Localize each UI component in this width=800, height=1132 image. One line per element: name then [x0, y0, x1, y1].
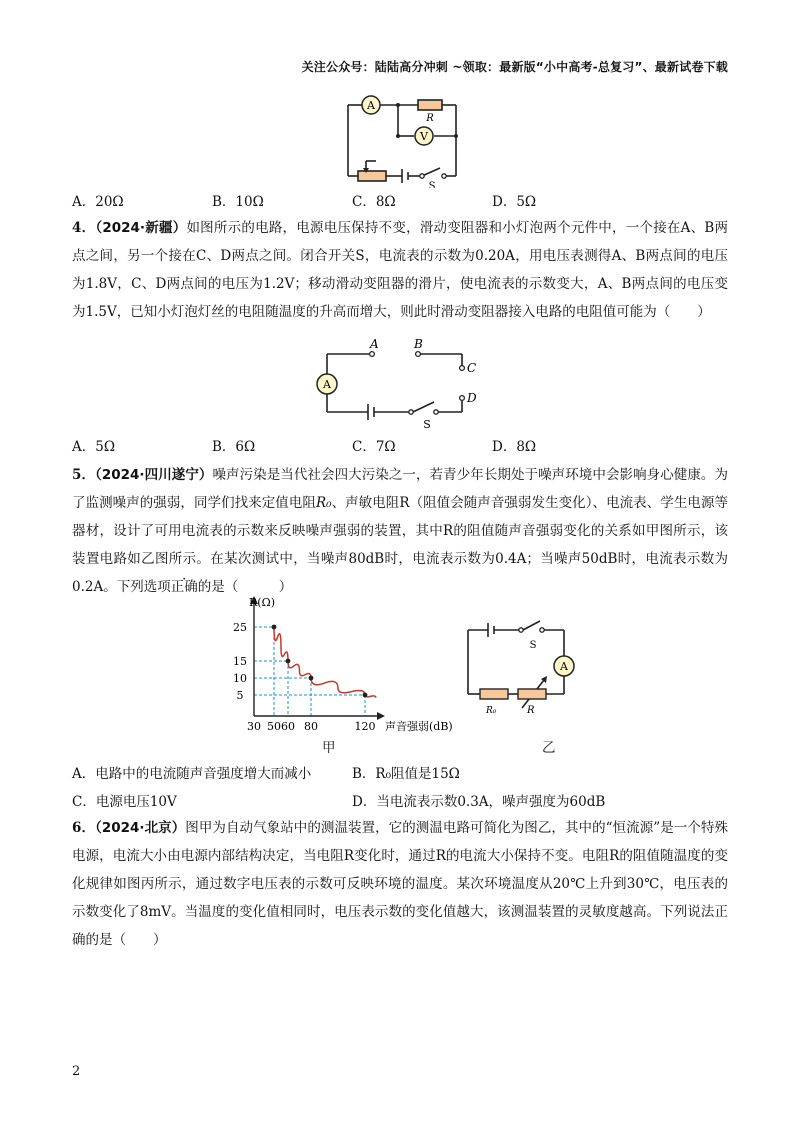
x-axis-arrow — [377, 712, 385, 720]
point-c-label: C — [467, 361, 477, 375]
q5-graph-jia — [226, 594, 466, 734]
q4-circuit-diagram — [310, 336, 490, 431]
q5-option-d: D．当电流表示数0.3A，噪声强度为60dB — [352, 794, 606, 810]
q3-option-a: A．20Ω — [72, 194, 124, 210]
q3-option-c: C．8Ω — [352, 194, 396, 210]
q6-question — [72, 814, 728, 954]
switch-label: S — [428, 181, 436, 188]
y-axis-label: R(Ω) — [249, 596, 275, 609]
point-a-label: A — [370, 337, 379, 351]
q5-circuit-yi — [462, 620, 592, 720]
switch-label: S — [529, 640, 537, 651]
q4-option-b: B．6Ω — [212, 439, 256, 455]
x-tick-50: 50 — [267, 720, 281, 733]
q5-option-b: B．R₀阻值是15Ω — [352, 766, 460, 782]
q6-source: （2024·北京） — [95, 820, 186, 836]
q6-text: 图甲为自动气象站中的测温装置，它的测温电路可简化为图乙，其中的“恒流源”是一个特殊电源，电流大小由电源内部结构决定，当电阻R变化时，通过R的电流大小保持不变。电阻R的阻值随温度的变化规律如图丙所示，通过数字电压表的示数可反映环境的温度。某次环境温度从20℃上升到30℃，电压表的示数变化了8mV。当温度的变化值相同时，电压表示数的变化值越大，该测温装置的灵敏度越高。下列说法正确的是（ ） — [72, 820, 728, 948]
q5-option-c: C．电源电压10V — [72, 794, 177, 810]
voltmeter-label: V — [420, 130, 428, 143]
q5-source: （2024·四川遂宁） — [95, 467, 213, 483]
q4-text: 如图所示的电路，电源电压保持不变，滑动变阻器和小灯泡两个元件中，一个接在A、B两点之间，另一个接在C、D两点之间。闭合开关S，电流表的示数为0.20A，用电压表测得A、B两点间的电压为1.8V，C、D两点间的电压为1.2V；移动滑动变阻器的滑片，使电流表的示数变大，A、B两点间的电压变为1.5V，已知小灯泡灯丝的电阻随温度的升高而增大，则此时滑动变阻器接入电路的电阻值可能为（ ） — [72, 220, 728, 320]
q3-option-b: B．10Ω — [212, 194, 264, 210]
r-label: R — [527, 705, 535, 716]
q5-number: 5． — [72, 467, 96, 483]
q5-text-a: 噪声污染是当代社会四大污染之一，若青少年长期处于噪声环境中会影响身心健康。为了监测噪声的强弱，同学们找来定值电阻 — [72, 467, 728, 511]
q5-question — [72, 461, 728, 601]
q4-number: 4． — [72, 220, 96, 236]
data-point-60 — [286, 659, 291, 664]
q5-r0: R₀ — [315, 495, 332, 511]
figure-yi-caption: 乙 — [542, 740, 556, 756]
x-tick-60: 60 — [281, 720, 295, 733]
point-d-label: D — [467, 391, 477, 405]
page-header: 关注公众号：陆陆高分冲刺 ~领取：最新版“小中高考-总复习”、最新试卷下载 — [301, 60, 728, 74]
y-tick-5: 5 — [236, 689, 244, 702]
data-point-50 — [272, 625, 277, 630]
q3-circuit-diagram — [340, 88, 465, 188]
x-tick-80: 80 — [304, 720, 318, 733]
q4-option-d: D．8Ω — [492, 439, 537, 455]
q4-option-c: C．7Ω — [352, 439, 396, 455]
data-point-80 — [309, 676, 314, 681]
ammeter-label: A — [560, 660, 568, 673]
q5-text-b: 、声敏电阻R（阻值会随声音强弱发生变化）、电流表、学生电源等器材，设计了可用电流表的示数来反映噪声强弱的装置，其中R的阻值随声音强弱变化的关系如甲图所示，该装置电路如乙图所示。在某次测试中，当噪声80dB时，电流表示数为0.4A；当噪声50dB时，电流表示数为0.2A。下列选项 — [72, 495, 728, 595]
y-tick-15: 15 — [233, 655, 247, 668]
q3-option-d: D．5Ω — [492, 194, 537, 210]
page-number: 2 — [72, 1064, 81, 1079]
x-axis-label: 声音强弱(dB) — [385, 720, 453, 733]
data-point-120 — [363, 693, 368, 698]
switch-label: S — [423, 418, 431, 431]
q4-option-a: A．5Ω — [72, 439, 116, 455]
x-tick-30: 30 — [247, 720, 261, 733]
q5-option-a: A．电路中的电流随声音强度增大而减小 — [72, 766, 312, 782]
q5-emphasis: 正确 — [170, 579, 198, 595]
point-b-label: B — [414, 337, 423, 351]
q5-text-c: 的是（ ） — [197, 579, 293, 595]
x-tick-120: 120 — [354, 720, 376, 733]
resistor-label: R — [426, 113, 434, 124]
q6-number: 6． — [72, 820, 96, 836]
y-tick-10: 10 — [233, 672, 247, 685]
figure-jia-caption: 甲 — [322, 740, 336, 756]
ammeter-label: A — [367, 99, 375, 112]
r0-label: R₀ — [486, 706, 497, 716]
q4-source: （2024·新疆） — [95, 220, 187, 236]
ammeter-label: A — [323, 378, 331, 391]
y-tick-25: 25 — [233, 621, 247, 634]
q4-question — [72, 214, 728, 326]
